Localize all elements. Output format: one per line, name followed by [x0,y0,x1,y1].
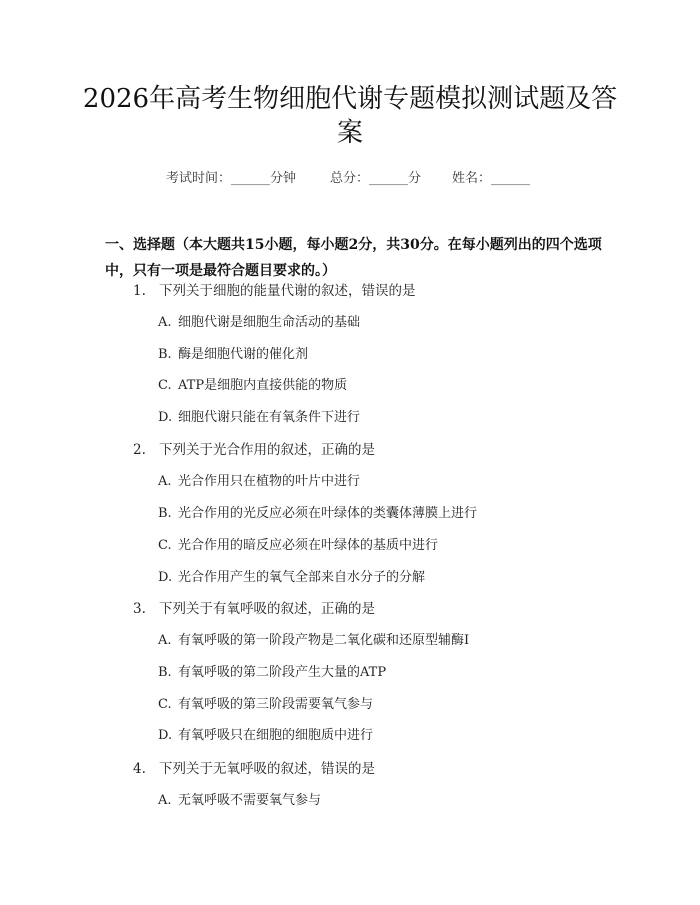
option-letter: B. [158,665,172,680]
option-letter: A. [158,633,172,648]
option-text: 有氧呼吸的第一阶段产物是二氧化碳和还原型辅酶I [178,633,470,648]
option-1c [158,377,347,395]
option-letter: D. [158,728,173,743]
option-letter: C. [158,538,172,553]
option-text: 光合作用只在植物的叶片中进行 [178,474,361,489]
option-2a [158,473,360,491]
question-text: 下列关于细胞的能量代谢的叙述，错误的是 [159,283,416,299]
question-number: 3. [133,601,146,617]
option-text: 光合作用的暗反应必须在叶绿体的基质中进行 [178,538,439,553]
option-letter: B. [158,347,172,362]
option-text: 细胞代谢是细胞生命活动的基础 [178,315,361,330]
option-1d [158,409,360,427]
option-text: 有氧呼吸只在细胞的细胞质中进行 [178,728,374,743]
question-text: 下列关于无氧呼吸的叙述，错误的是 [159,761,375,777]
option-text: 酶是细胞代谢的催化剂 [178,347,309,362]
option-3b [158,664,386,682]
question-text: 下列关于光合作用的叙述，正确的是 [159,442,375,458]
option-text: 光合作用产生的氧气全部来自水分子的分解 [178,570,426,585]
option-4a [158,792,321,810]
question-3 [133,600,375,618]
option-2d [158,569,425,587]
option-2b [158,505,477,523]
question-number: 1. [133,283,146,299]
student-name-field: 姓名：______ [452,171,531,186]
option-text: 有氧呼吸的第二阶段产生大量的ATP [178,665,387,680]
question-1 [133,282,416,300]
option-text: 有氧呼吸的第三阶段需要氧气参与 [178,697,374,712]
total-score-field: 总分：______分 [330,171,422,186]
section-heading: 一、选择题（本大题共15小题，每小题2分，共30分。在每小题列出的四个选项中，只有一项是最符合题目要求的。） [105,237,602,279]
option-1b [158,346,308,364]
question-number: 4. [133,761,146,777]
page-title: 2026年高考生物细胞代谢专题模拟测试题及答案 [82,84,618,148]
option-3d [158,727,373,745]
option-letter: B. [158,506,172,521]
exam-time-field: 考试时间：______分钟 [166,171,297,186]
option-text: 无氧呼吸不需要氧气参与 [178,793,322,808]
option-3a [158,632,469,650]
option-1a [158,314,360,332]
question-4 [133,760,375,778]
option-letter: A. [158,474,172,489]
option-letter: D. [158,570,173,585]
question-text: 下列关于有氧呼吸的叙述，正确的是 [159,601,375,617]
option-3c [158,696,373,714]
option-letter: D. [158,410,173,425]
option-letter: A. [158,793,172,808]
option-letter: C. [158,378,172,393]
question-2 [133,441,375,459]
option-text: 光合作用的光反应必须在叶绿体的类囊体薄膜上进行 [178,506,478,521]
question-number: 2. [133,442,146,458]
option-letter: C. [158,697,172,712]
option-2c [158,537,438,555]
option-text: ATP是细胞内直接供能的物质 [178,378,348,393]
option-letter: A. [158,315,172,330]
option-text: 细胞代谢只能在有氧条件下进行 [178,410,361,425]
